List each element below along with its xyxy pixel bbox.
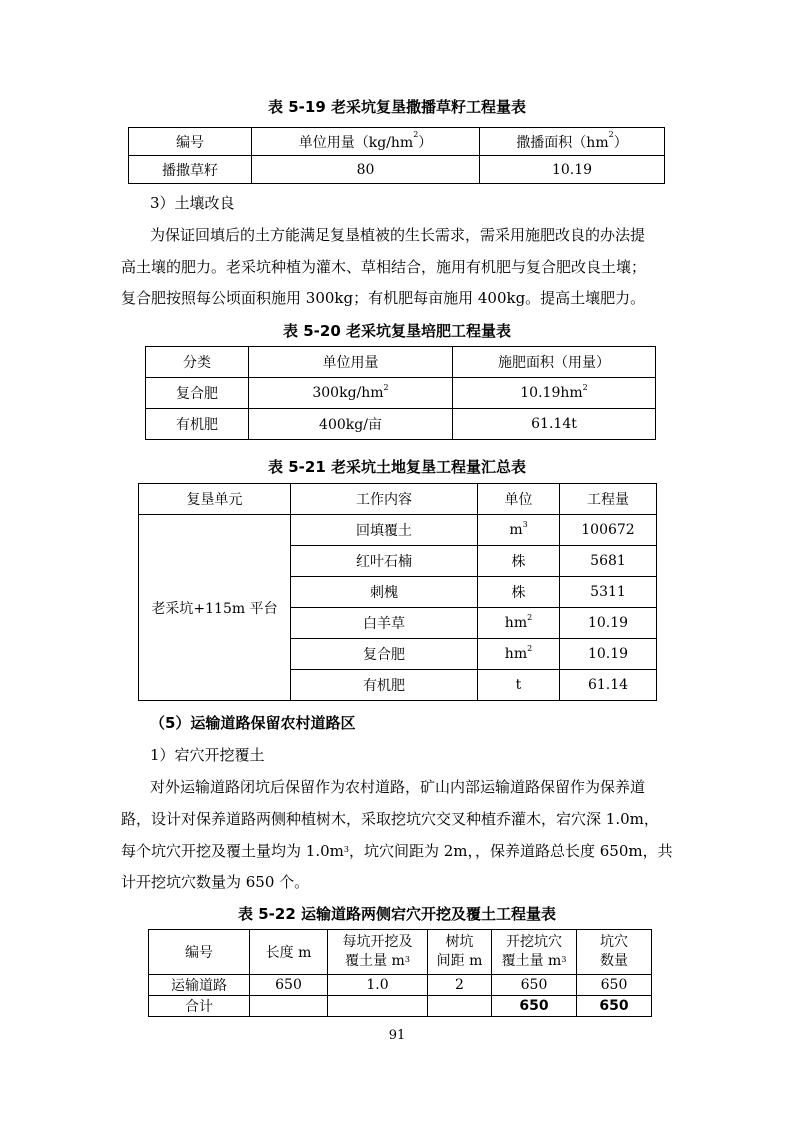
paragraph-line: 高土壤的肥力。老采坑种植为灌木、草相结合，施用有机肥与复合肥改良土壤； [121, 258, 647, 276]
header-cell: 复垦单元 [139, 484, 291, 515]
header-cell: 坑穴 数量 [577, 930, 652, 975]
page-number: 91 [388, 1028, 406, 1043]
table-cell: 株 [478, 577, 560, 608]
table-5-20 [145, 346, 656, 440]
table-cell: 红叶石楠 [291, 546, 478, 577]
section-heading: 3）土壤改良 [150, 194, 235, 212]
table-cell: 株 [478, 546, 560, 577]
header-cell: 工作内容 [291, 484, 478, 515]
table-cell: 650 [250, 975, 328, 996]
table-5-21-title: 表 5-21 老采坑土地复垦工程量汇总表 [268, 458, 526, 476]
table-cell: 10.19 [480, 156, 665, 184]
table-5-20-title: 表 5-20 老采坑复垦培肥工程量表 [283, 322, 511, 340]
table-cell: 1.0 [328, 975, 428, 996]
header-cell: 树坑 间距 m [428, 930, 492, 975]
table-cell: 10.19 [560, 639, 657, 670]
header-cell: 单位用量 [249, 347, 453, 378]
table-cell: 合计 [149, 996, 250, 1017]
table-cell: 100672 [560, 515, 657, 546]
paragraph-line: 为保证回填后的土方能满足复垦植被的生长需求，需采用施肥改良的办法提 [150, 226, 646, 244]
table-cell: $m^3$ [478, 515, 560, 546]
paragraph-line: 复合肥按照每公顷面积施用 300kg；有机肥每亩施用 400kg。提高土壤肥力。 [121, 289, 646, 307]
table-cell: 61.14t [453, 409, 656, 440]
total-cell: 650 [492, 996, 577, 1017]
table-cell: 有机肥 [291, 670, 478, 701]
table-cell: 5681 [560, 546, 657, 577]
header-cell: 施肥面积（用量） [453, 347, 656, 378]
table-5-22 [148, 929, 652, 1017]
table-cell [328, 996, 428, 1017]
paragraph-line: 对外运输道路闭坑后保留作为农村道路，矿山内部运输道路保留作为保养道 [150, 778, 646, 796]
table-cell: 复合肥 [146, 378, 249, 409]
paragraph-line: 计开挖坑穴数量为 650 个。 [121, 873, 310, 891]
header-cell: 编号 [149, 930, 250, 975]
table-cell: 10.19 [560, 608, 657, 639]
table-cell: 播撒草籽 [129, 156, 252, 184]
table-cell: t [478, 670, 560, 701]
header-cell: 长度 m [250, 930, 328, 975]
table-cell: $hm^2$ [478, 608, 560, 639]
header-cell: 撒播面积$(hm^2)$ [480, 128, 665, 156]
table-cell: 400kg/亩 [249, 409, 453, 440]
total-cell: 650 [577, 996, 652, 1017]
table-cell: 刺槐 [291, 577, 478, 608]
table-cell [428, 996, 492, 1017]
table-cell: $hm^2$ [478, 639, 560, 670]
table-cell: 5311 [560, 577, 657, 608]
header-cell: 单位 [478, 484, 560, 515]
subsection-heading: 1）宕穴开挖覆土 [150, 746, 265, 764]
table-cell: 运输道路 [149, 975, 250, 996]
table-5-22-title: 表 5-22 运输道路两侧宕穴开挖及覆土工程量表 [238, 905, 556, 923]
header-cell: 每坑开挖及 覆土量 $m^3$ [328, 930, 428, 975]
header-cell: 单位用量$(kg/hm^2)$ [252, 128, 480, 156]
table-5-21 [138, 483, 657, 701]
header-cell: 开挖坑穴 覆土量 $m^3$ [492, 930, 577, 975]
table-cell: 复合肥 [291, 639, 478, 670]
table-cell [250, 996, 328, 1017]
table-5-19-title: 表 5-19 老采坑复垦撒播草籽工程量表 [268, 98, 526, 116]
header-cell: 工程量 [560, 484, 657, 515]
table-cell: 回填覆土 [291, 515, 478, 546]
table-cell: 80 [252, 156, 480, 184]
table-cell: 650 [577, 975, 652, 996]
paragraph-line: 路，设计对保养道路两侧种植树木，采取挖坑穴交叉种植乔灌木，宕穴深 1.0m， [121, 810, 659, 828]
reclamation-unit-cell: 老采坑+115m 平台 [139, 515, 291, 701]
table-cell: $300kg/hm^2$ [249, 378, 453, 409]
paragraph-line: 每个坑穴开挖及覆土量均为 $1.0m^3$，坑穴间距为 2m，，保养道路总长度 650m，共 [121, 842, 673, 860]
table-cell: $10.19hm^2$ [453, 378, 656, 409]
table-cell: 白羊草 [291, 608, 478, 639]
table-cell: 2 [428, 975, 492, 996]
table-cell: 650 [492, 975, 577, 996]
section-heading: （5）运输道路保留农村道路区 [150, 714, 356, 732]
header-cell: 编号 [129, 128, 252, 156]
header-cell: 分类 [146, 347, 249, 378]
table-cell: 61.14 [560, 670, 657, 701]
table-5-19 [128, 127, 665, 184]
table-cell: 有机肥 [146, 409, 249, 440]
